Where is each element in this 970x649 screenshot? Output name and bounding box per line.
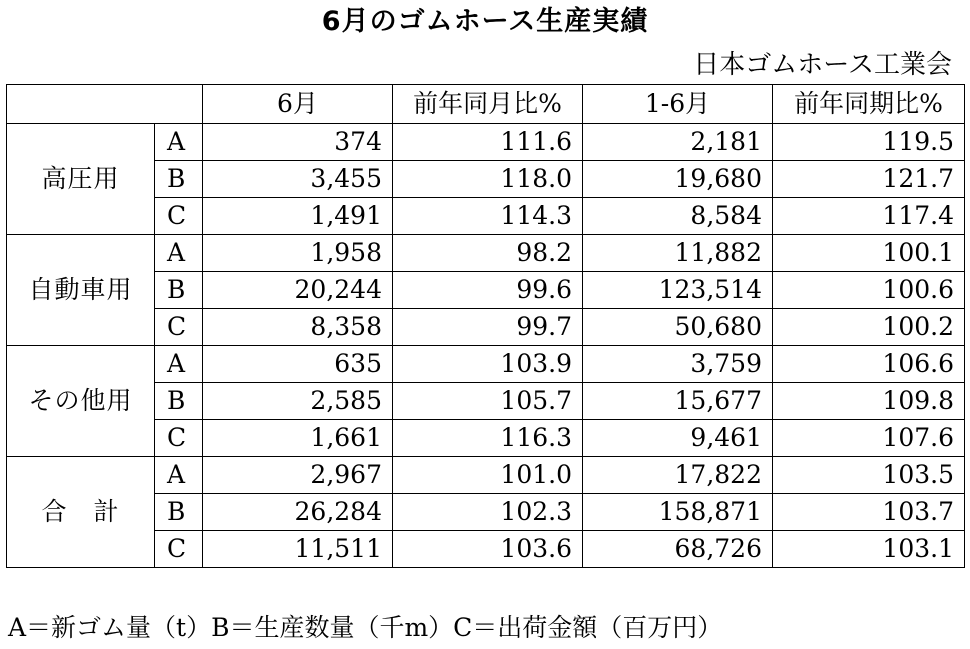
table-row (7, 346, 965, 383)
june-yoy-value: 99.6 (393, 272, 583, 309)
category-label: その他用 (7, 346, 155, 457)
june-value: 374 (203, 124, 393, 161)
ytd-value: 123,514 (583, 272, 773, 309)
june-value: 635 (203, 346, 393, 383)
metric-label: A (155, 457, 203, 494)
june-value: 3,455 (203, 161, 393, 198)
header-june: 6月 (203, 85, 393, 124)
ytd-value: 158,871 (583, 494, 773, 531)
page-title: 6月のゴムホース生産実績 (321, 6, 649, 37)
june-value: 11,511 (203, 531, 393, 568)
june-yoy-value: 98.2 (393, 235, 583, 272)
legend-footnote: A＝新ゴム量（t）B＝生産数量（千m）C＝出荷金額（百万円） (8, 613, 723, 642)
june-yoy-value: 116.3 (393, 420, 583, 457)
table-row (7, 457, 965, 494)
june-value: 1,661 (203, 420, 393, 457)
june-yoy-value: 99.7 (393, 309, 583, 346)
june-value: 1,491 (203, 198, 393, 235)
ytd-value: 17,822 (583, 457, 773, 494)
header-ytd-yoy: 前年同期比% (773, 85, 965, 124)
source-label: 日本ゴムホース工業会 (693, 50, 952, 80)
metric-label: C (155, 531, 203, 568)
production-table (6, 84, 965, 568)
metric-label: A (155, 124, 203, 161)
ytd-yoy-value: 107.6 (773, 420, 965, 457)
june-yoy-value: 105.7 (393, 383, 583, 420)
metric-label: B (155, 383, 203, 420)
metric-label: A (155, 235, 203, 272)
ytd-yoy-value: 119.5 (773, 124, 965, 161)
june-yoy-value: 101.0 (393, 457, 583, 494)
june-value: 2,967 (203, 457, 393, 494)
ytd-value: 11,882 (583, 235, 773, 272)
metric-label: B (155, 494, 203, 531)
ytd-value: 8,584 (583, 198, 773, 235)
ytd-yoy-value: 100.2 (773, 309, 965, 346)
ytd-yoy-value: 100.6 (773, 272, 965, 309)
june-yoy-value: 103.6 (393, 531, 583, 568)
june-yoy-value: 102.3 (393, 494, 583, 531)
ytd-yoy-value: 106.6 (773, 346, 965, 383)
june-yoy-value: 114.3 (393, 198, 583, 235)
header-ytd: 1-6月 (583, 85, 773, 124)
june-yoy-value: 118.0 (393, 161, 583, 198)
header-blank (7, 85, 203, 124)
metric-label: C (155, 309, 203, 346)
june-value: 26,284 (203, 494, 393, 531)
june-yoy-value: 103.9 (393, 346, 583, 383)
ytd-yoy-value: 100.1 (773, 235, 965, 272)
metric-label: A (155, 346, 203, 383)
ytd-value: 15,677 (583, 383, 773, 420)
ytd-value: 9,461 (583, 420, 773, 457)
june-value: 2,585 (203, 383, 393, 420)
ytd-value: 3,759 (583, 346, 773, 383)
june-value: 20,244 (203, 272, 393, 309)
ytd-value: 2,181 (583, 124, 773, 161)
ytd-yoy-value: 121.7 (773, 161, 965, 198)
table-row (7, 124, 965, 161)
header-june-yoy: 前年同月比% (393, 85, 583, 124)
table-header-row (7, 85, 965, 124)
table-row (7, 235, 965, 272)
ytd-value: 19,680 (583, 161, 773, 198)
metric-label: C (155, 198, 203, 235)
category-label: 高圧用 (7, 124, 155, 235)
ytd-yoy-value: 103.1 (773, 531, 965, 568)
june-value: 1,958 (203, 235, 393, 272)
category-label: 合 計 (7, 457, 155, 568)
june-value: 8,358 (203, 309, 393, 346)
category-label: 自動車用 (7, 235, 155, 346)
ytd-yoy-value: 103.7 (773, 494, 965, 531)
metric-label: B (155, 161, 203, 198)
ytd-value: 68,726 (583, 531, 773, 568)
ytd-value: 50,680 (583, 309, 773, 346)
ytd-yoy-value: 103.5 (773, 457, 965, 494)
metric-label: B (155, 272, 203, 309)
june-yoy-value: 111.6 (393, 124, 583, 161)
ytd-yoy-value: 117.4 (773, 198, 965, 235)
metric-label: C (155, 420, 203, 457)
ytd-yoy-value: 109.8 (773, 383, 965, 420)
